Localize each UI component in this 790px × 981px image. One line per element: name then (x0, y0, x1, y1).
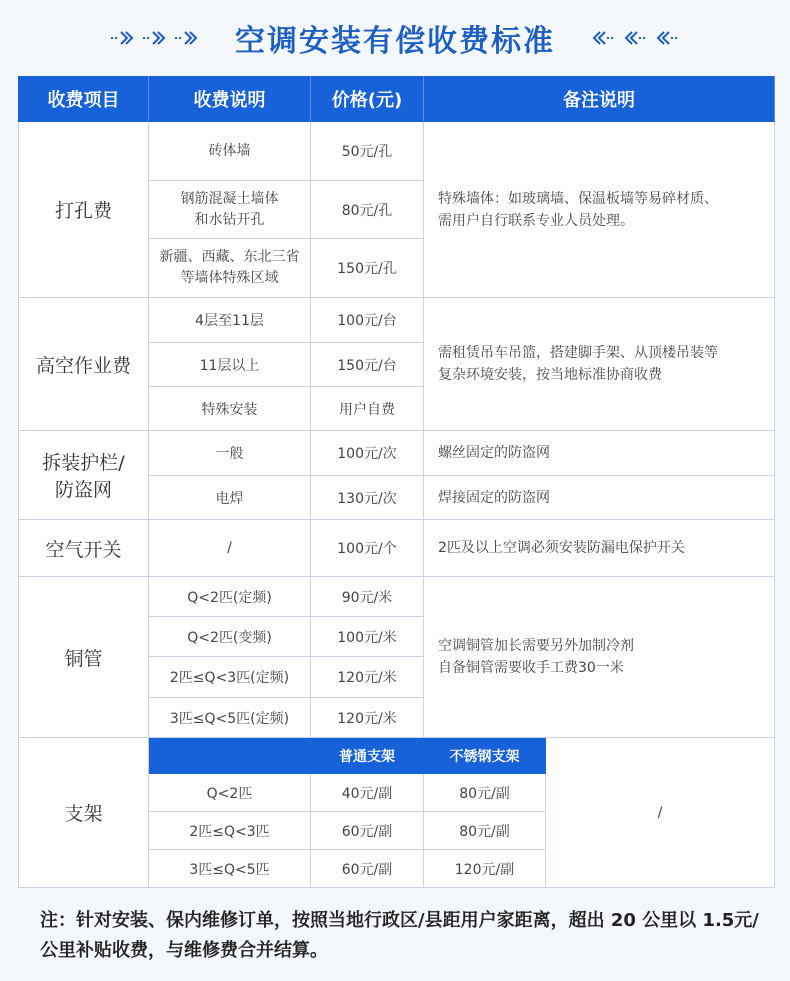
price-cell: 80元/副 (424, 812, 546, 850)
price-cell: 40元/副 (311, 774, 424, 812)
double-chevron-left-icon (591, 28, 617, 48)
category-railing (19, 431, 149, 520)
desc-cell: 砖体墙 (149, 122, 311, 181)
price-cell: 80元/副 (424, 774, 546, 812)
double-chevron-right-icon (109, 28, 135, 48)
table-row (19, 577, 775, 617)
desc-cell: 4层至11层 (149, 298, 311, 343)
bracket-subhead-steel: 不锈钢支架 (424, 738, 546, 774)
desc-cell: Q<2匹(定频) (149, 577, 311, 617)
desc-cell: 一般 (149, 431, 311, 476)
price-cell: 120元/米 (311, 698, 424, 738)
category-copper: 铜管 (19, 577, 149, 738)
note-cell (424, 298, 775, 431)
price-cell: 150元/台 (311, 343, 424, 387)
desc-cell: 2匹≤Q<3匹(定频) (149, 657, 311, 698)
left-arrows (109, 28, 199, 48)
desc-cell: / (149, 520, 311, 577)
desc-cell: 3匹≤Q<5匹(定频) (149, 698, 311, 738)
category-drilling: 打孔费 (19, 122, 149, 298)
price-cell: 120元/副 (424, 850, 546, 888)
double-chevron-left-icon (655, 28, 681, 48)
price-cell: 130元/次 (311, 476, 424, 520)
table-row (19, 122, 775, 181)
note-cell: 2匹及以上空调必须安装防漏电保护开关 (424, 520, 775, 577)
category-text: 拆装护栏/ 防盗网 (42, 452, 125, 501)
price-cell: 80元/孔 (311, 181, 424, 239)
note-cell: / (546, 738, 775, 888)
page-title: 空调安装有偿收费标准 (235, 24, 555, 59)
double-chevron-left-icon (623, 28, 649, 48)
desc-cell: 电焊 (149, 476, 311, 520)
table-row (19, 738, 775, 774)
price-cell: 100元/次 (311, 431, 424, 476)
desc-text: 新疆、西藏、东北三省 等墙体特殊区域 (159, 249, 300, 286)
desc-cell: Q<2匹 (149, 774, 311, 812)
double-chevron-right-icon (173, 28, 199, 48)
bracket-subhead-normal: 普通支架 (311, 738, 424, 774)
price-cell: 用户自费 (311, 387, 424, 431)
category-bracket: 支架 (19, 738, 149, 888)
note-text: 需租赁吊车吊篮，搭建脚手架、从顶楼吊装等 复杂环境安装，按当地标准协商收费 (438, 345, 718, 383)
desc-cell: 11层以上 (149, 343, 311, 387)
price-cell: 60元/副 (311, 812, 424, 850)
note-cell (424, 122, 775, 298)
price-cell: 100元/台 (311, 298, 424, 343)
desc-cell: Q<2匹(变频) (149, 617, 311, 657)
table-row (19, 298, 775, 343)
note-cell: 焊接固定的防盗网 (424, 476, 775, 520)
footer-note: 注：针对安装、保内维修订单，按照当地行政区/县距用户家距离，超出 20 公里以 1.5元/公里补贴收费，与维修费合并结算。 (40, 910, 759, 961)
note-text: 特殊墙体：如玻璃墙、保温板墙等易碎材质、 需用户自行联系专业人员处理。 (438, 190, 718, 229)
table-header-row (19, 77, 775, 122)
desc-cell (149, 181, 311, 239)
header-desc: 收费说明 (149, 77, 311, 122)
category-high-altitude: 高空作业费 (19, 298, 149, 431)
fee-table (18, 76, 775, 888)
title-bar (0, 0, 790, 76)
fee-table-wrap (18, 76, 774, 892)
bracket-subhead-blank (149, 738, 311, 774)
right-arrows (591, 28, 681, 48)
price-cell: 100元/米 (311, 617, 424, 657)
desc-cell: 2匹≤Q<3匹 (149, 812, 311, 850)
header-item: 收费项目 (19, 77, 149, 122)
desc-cell: 特殊安装 (149, 387, 311, 431)
desc-cell: 3匹≤Q<5匹 (149, 850, 311, 888)
desc-cell (149, 239, 311, 298)
header-note: 备注说明 (424, 77, 775, 122)
price-cell: 150元/孔 (311, 239, 424, 298)
double-chevron-right-icon (141, 28, 167, 48)
header-price: 价格(元) (311, 77, 424, 122)
note-text: 空调铜管加长需要另外加制冷剂 自备铜管需要收手工费30一米 (438, 638, 634, 676)
price-cell: 60元/副 (311, 850, 424, 888)
price-cell: 50元/孔 (311, 122, 424, 181)
table-row (19, 431, 775, 476)
category-air-switch: 空气开关 (19, 520, 149, 577)
note-cell: 螺丝固定的防盗网 (424, 431, 775, 476)
price-cell: 100元/个 (311, 520, 424, 577)
price-cell: 120元/米 (311, 657, 424, 698)
price-cell: 90元/米 (311, 577, 424, 617)
table-row (19, 520, 775, 577)
desc-text: 钢筋混凝土墙体 和水钻开孔 (180, 190, 279, 228)
note-cell (424, 577, 775, 738)
